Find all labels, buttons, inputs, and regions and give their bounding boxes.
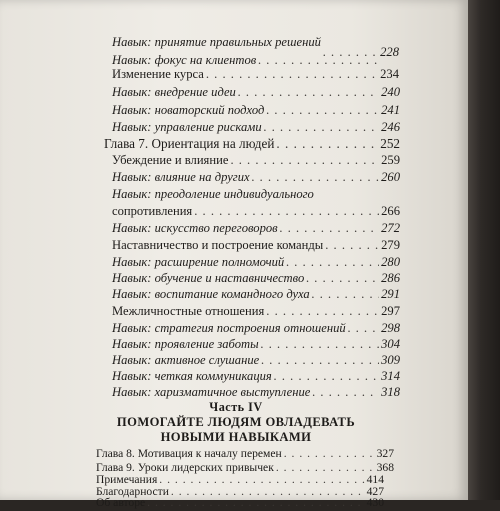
toc-entry-title: Навык: искусство переговоров [112,221,278,235]
toc-entry [112,254,400,270]
toc-entry-page: 304 [381,337,400,351]
toc-entry [112,220,400,236]
toc-entry-title: Навык: харизматичное выступление [112,385,311,399]
toc-chapter-title: Глава 8. Мотивация к началу перемен [96,447,282,460]
toc-entry-page: 246 [381,120,400,134]
toc-leader-dots [266,303,379,319]
toc-entry-title: Благодарности [96,485,169,498]
toc-entry-title: Примечания [96,473,158,486]
toc-entry-page: 309 [381,353,400,367]
toc-entry-page: 252 [380,136,400,151]
book-binding-edge [468,0,500,500]
toc-entry-page: 327 [376,447,394,460]
toc-entry [112,336,400,352]
toc-leader-dots [206,66,378,82]
toc-entry-page: 314 [381,369,400,383]
toc-entry-title: Навык: проявление заботы [112,337,259,351]
toc-leader-dots [274,368,379,384]
toc-entry-page: 430 [366,496,384,509]
toc-entry-title: Навык: стратегия построения отношений [112,321,346,335]
toc-leader-dots [312,384,379,400]
toc-entry-title: Навык: внедрение идеи [112,85,236,99]
toc-leader-dots [286,254,379,270]
toc-leader-dots [261,352,379,368]
toc-entry-page: 228 [380,45,399,59]
toc-entry-title: Убеждение и влияние [112,153,229,167]
toc-entry-title: Межличностные отношения [112,304,265,318]
toc-entry [112,102,400,118]
toc-leader-dots [230,152,379,168]
toc-entry [112,384,400,400]
toc-entry-page: 368 [376,461,394,474]
toc-entry-page: 234 [380,67,399,81]
toc-leader-dots [276,136,378,152]
toc-entry-title: Навык: влияние на других [112,170,250,184]
toc-leader-dots [147,495,364,511]
toc-chapter-title: Глава 7. Ориентация на людей [104,136,275,151]
toc-chapter-entry [104,136,400,152]
toc-entry [112,270,400,286]
toc-entry-title: Навык: четкая коммуникация [112,369,272,383]
toc-entry-title: Навык: расширение полномочий [112,255,285,269]
toc-entry [112,203,400,219]
toc-leader-dots [261,336,379,352]
toc-entry-title: Навык: принятие правильных решений [112,35,321,49]
toc-leader-dots [280,220,379,236]
toc-entry [112,84,400,100]
toc-entry-title: Навык: воспитание командного духа [112,287,310,301]
toc-entry [112,119,400,135]
toc-entry-page: 280 [381,255,400,269]
toc-entry-title: Навык: новаторский подход [112,103,265,117]
toc-entry [112,320,400,336]
toc-entry-title: сопротивления [112,204,193,218]
toc-entry-page: 266 [381,204,400,218]
toc-entry [112,303,400,319]
toc-leader-dots [238,84,379,100]
toc-chapter-title: Глава 9. Уроки лидерских привычек [96,461,274,474]
toc-entry [112,169,400,185]
toc-entry [112,152,400,168]
toc-entry-page: 259 [381,153,400,167]
toc-entry-title: Навык: фокус на клиентов [112,53,257,67]
part-label: Часть IV [209,400,263,414]
toc-entry-page: 318 [381,385,400,399]
toc-leader-dots [348,320,379,336]
toc-entry [112,368,400,384]
toc-entry-page: 414 [366,473,384,486]
toc-leader-dots [264,119,379,135]
toc-entry-page: 297 [381,304,400,318]
toc-entry-page: 260 [381,170,400,184]
toc-entry [112,286,400,302]
toc-entry-page: 286 [381,271,400,285]
part-title-line1: ПОМОГАЙТЕ ЛЮДЯМ ОВЛАДЕВАТЬ [116,415,356,429]
toc-entry-title: Навык: обучение и наставничество [112,271,305,285]
toc-entry-page: 272 [381,221,400,235]
toc-entry-page: 291 [381,287,400,301]
toc-leader-dots [194,203,379,219]
toc-leader-dots [312,286,379,302]
toc-leader-dots [266,102,379,118]
toc-entry-page: 240 [381,85,400,99]
toc-entry [112,237,400,253]
toc-entry-title: Навык: управление рисками [112,120,262,134]
toc-entry-page: 279 [381,238,400,252]
toc-leader-dots [306,270,379,286]
toc-entry-page: 298 [381,321,400,335]
toc-entry-page: 241 [381,103,400,117]
toc-entry [112,352,400,368]
toc-leader-dots [252,169,380,185]
toc-entry-title: Навык: преодоление индивидуального [112,187,314,201]
part-title-line2: НОВЫМИ НАВЫКАМИ [160,430,312,444]
toc-entry-title: Наставничество и построение команды [112,238,324,252]
toc-entry [112,66,399,82]
toc-entry-title: Навык: активное слушание [112,353,260,367]
toc-backmatter-entry [96,495,384,511]
toc-leader-dots [325,237,379,253]
toc-entry-title: Изменение курса [112,67,204,81]
toc-entry-page: 427 [366,485,384,498]
toc-entry-title: Об авторе [96,496,146,509]
